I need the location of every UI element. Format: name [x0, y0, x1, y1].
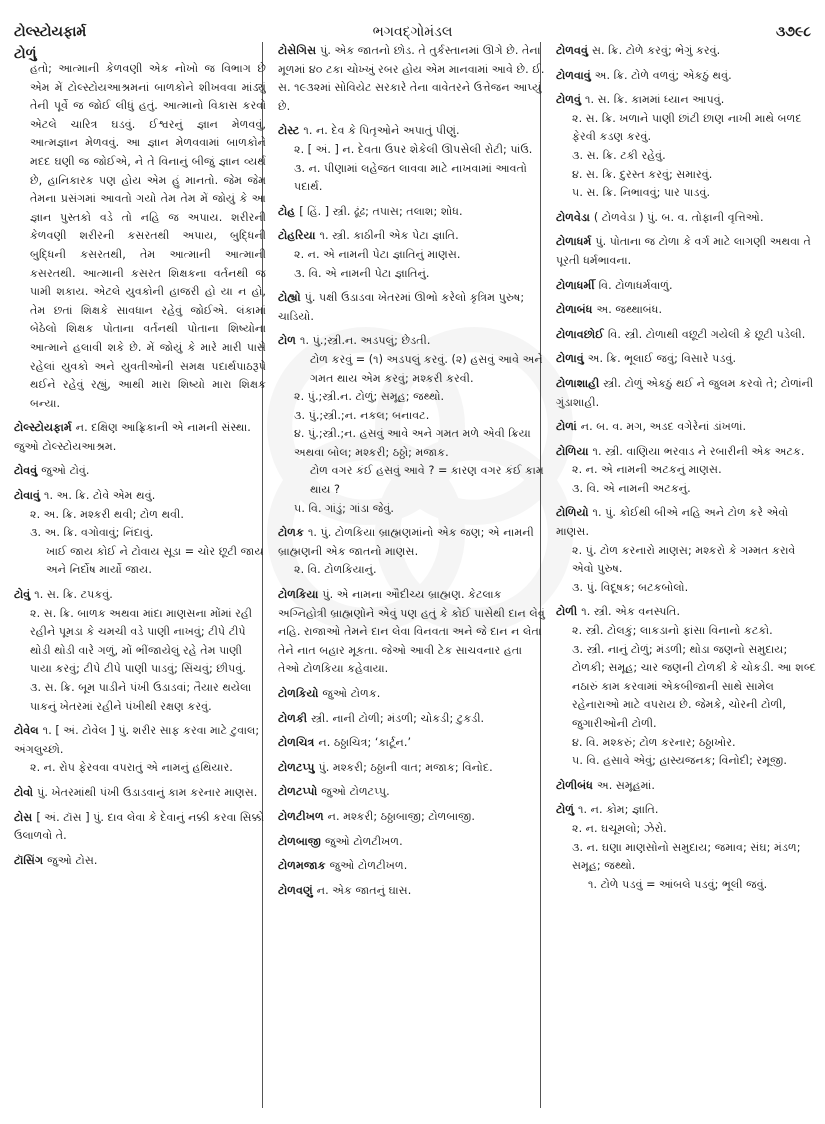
dictionary-entry	[278, 524, 546, 580]
sense-line: ૩. પું. વિદૂષક; બટકબોલો.	[572, 580, 689, 594]
entry-first-line	[556, 67, 818, 86]
sense-line: ૪. વિ. મશ્કરું; ટોળ કરનાર; ઠઠ્ઠાખોર.	[572, 735, 736, 749]
entry-first-line	[556, 801, 818, 820]
definition-text: ૧. સ્ત્રી. એક વનસ્પતિ.	[581, 605, 681, 619]
sense-line: ૨. પું. ટોળ કરનારો માણસ; મશ્કરો કે ગમ્મત કરાવે એવો પુરુષ.	[572, 543, 796, 576]
headword: ટૉસિંગ	[14, 853, 44, 867]
headword: ટોળ	[278, 334, 297, 348]
dictionary-entry	[14, 419, 266, 456]
headword: ટોહ	[278, 204, 296, 218]
definition-text: વિ. ટોળાધર્મવાળું.	[598, 278, 673, 292]
entry-first-line	[278, 332, 546, 351]
entry-first-line	[14, 462, 266, 481]
headword: ટોસ	[14, 810, 33, 824]
sense-line: ૩. વિ. એ નામની પેટા જ્ઞાતિનું.	[294, 266, 430, 280]
entry-first-line	[556, 233, 818, 270]
page-number: ૩૭૯૮	[775, 24, 811, 40]
definition-text: ૧. ન. દેવ કે પિતૃઓને અપાતું પીણું.	[303, 124, 460, 138]
column-2	[278, 42, 546, 1114]
definition-text: ૧. ન. કોમ; જ્ઞાતિ.	[578, 803, 659, 817]
dictionary-columns	[14, 44, 816, 1114]
dictionary-entry	[14, 586, 266, 716]
headword: ટોવવું	[14, 464, 38, 478]
definition-text: પું. મશ્કરી; ઠઠ્ઠાની વાત; મજાક; વિનોદ.	[318, 760, 493, 774]
headword: ટોવો	[14, 785, 34, 799]
sense-line: ૩. અ. ક્રિ. વગોવાવું; નિંદાવું.	[30, 526, 154, 540]
definition-text: જુઓ ટોળક.	[322, 687, 381, 700]
dictionary-entry	[278, 42, 546, 116]
idiom-line: ૧. ટોળે પડવું = આંબલે પડવું; ભૂલી જવું.	[588, 877, 768, 891]
entry-first-line	[278, 685, 546, 704]
dictionary-entry	[278, 808, 546, 827]
definition-text: ન. એક જાતનું ઘાસ.	[316, 883, 412, 897]
dictionary-entry	[556, 67, 818, 86]
definition-text: પું. પોતાના જ ટોળા કે વર્ગ માટે લાગણી અથવા તે પૂરતી ધર્મભાવના.	[556, 235, 811, 267]
definition-text: ૧. સ. ક્રિ. ટપકવું.	[34, 588, 113, 602]
entry-first-line	[14, 586, 266, 605]
definition-text: અ. ક્રિ. ભૂલાઈ જવું; વિસારે પડવું.	[587, 352, 736, 366]
entry-first-line	[14, 722, 266, 759]
entry-first-line	[556, 209, 818, 228]
entry-first-line	[556, 301, 818, 320]
headword: ટોળચિત્ર	[278, 736, 315, 750]
headword: ટોળવેડા	[556, 210, 590, 224]
entry-first-line	[278, 734, 546, 753]
headword: ટોસેગિસ	[278, 44, 317, 57]
sense-line: ૨. સ. ક્રિ. બાળક અથવા માંદા માણસના મોંમાં રહી રહીને પૂમડા કે ચમચી વડે પાણી નાખવું; ટીપે ટીપે થોડી થોડી વારે ગળું, મોં ભીંજાયેલું રહે તેમ પાણી પાયા કરવું; ટીપે ટીપે પાણી પાડવું; સિંચવું; છીપવું.	[30, 606, 253, 676]
dictionary-entry	[14, 462, 266, 481]
headword: ટોળકિયા	[278, 588, 319, 602]
entry-first-line	[278, 227, 546, 246]
dictionary-entry	[278, 227, 546, 283]
headword: ટોળટપ્પો	[278, 785, 318, 799]
dictionary-entry	[556, 777, 818, 796]
headword: ટોળી	[556, 605, 578, 619]
definition-text: ૧. [ અં. ટોવેલ ] પું. શરીર સાફ કરવા માટે ટુવાલ; અંગલુચ્છો.	[14, 724, 260, 756]
headword: ટોળાશાહી	[556, 376, 600, 390]
definition-text: સ્ત્રી. ટોળું એકઠું થઈ ને જુલમ કરવો તે; ટોળાંની ગુંડાશાહી.	[556, 376, 814, 409]
sense-line: ૪. સ. ક્રિ. દુરસ્ત કરવું; સમારવું.	[572, 167, 713, 181]
headword: ટોળીબંધ	[556, 778, 593, 792]
dictionary-entry	[278, 759, 546, 778]
definition-text: ૧. સ્ત્રી. વાણિયા ભરવાડ ને રબારીની એક અટક.	[592, 444, 805, 458]
dictionary-entry	[556, 801, 818, 894]
sense-line: ૨. ન. ઘચૂમલો; ઝેરો.	[572, 821, 667, 835]
entry-first-line	[278, 808, 546, 827]
dictionary-entry	[556, 277, 818, 296]
dictionary-entry	[278, 734, 546, 753]
entry-first-line	[278, 710, 546, 729]
definition-text: જુઓ ટોળટપ્પુ.	[321, 785, 390, 799]
entry-first-line	[14, 852, 266, 871]
headword: ટોહરિયા	[278, 229, 316, 243]
definition-text: અ. ક્રિ. ટોળે વળવું; એકઠું થવું.	[594, 68, 732, 82]
entry-first-line: હતો; આત્માની કેળવણી એક નોખો જ વિભાગ છે એમ મેં ટોલ્સ્ટોયઆશ્રમનાં બાળકોને શીખવવા માંડ્યું તેની પૂર્વે જ જોઈ લીધું હતું. આત્માનો વિકાસ કરવો એટલે ચારિત્ર ઘડવું. ઈશ્વરનું જ્ઞાન મેળવવું, આત્મજ્ઞાન મેળવવું. આ જ્ઞાન મેળવવામાં બાળકોને મદદ ઘણી જ જોઈએ, ને તે વિનાનું બીજું જ્ઞાન વ્યર્થ છે, હાનિકારક પણ હોય એમ હું માનતો. જેમ જેમ તેમના પ્રસંગમાં આવતો ગયો તેમ તેમ મેં જોયું કે આ જ્ઞાન પુસ્તકો વડે તો નહિ જ અપાય. શરીરની કેળવણી શરીરની કસરતથી અપાય, બુદ્ધિની બુદ્ધિની કસરતથી, તેમ આત્માની આત્માની કસરતથી. આત્માની કસરત શિક્ષકના વર્તનથી જ પામી શકાય. એટલે યુવકોની હાજરી હો યા ન હો, તેમ છતાં શિક્ષકે સાવધાન રહેવું જોઈએ. લંકામાં બેઠેલો શિક્ષક પોતાના વર્તનથી પોતાના શિષ્યોના આત્માને હલાવી શકે છે. મેં જોયું કે મારે મારી પાસે રહેલાં યુવકો અને યુવતીઓની સમક્ષ પદાર્થપાઠરૂપે થઈને રહેવું રહ્યું, આથી મારા શિષ્યો મારા શિક્ષક બન્યા.	[30, 62, 266, 410]
definition-text: ન. બ. વ. મગ, અડદ વગેરેનાં ડાંખળાં.	[580, 420, 746, 434]
dictionary-entry	[556, 603, 818, 770]
headword: ટોળાબંધ	[556, 303, 593, 317]
sense-line: ૩. સ. ક્રિ. ટકી રહેવું.	[572, 148, 666, 162]
headword: ટોળિયા	[556, 444, 589, 458]
headword: ટોળાવું	[556, 352, 584, 366]
headword: ટોળટીખળ	[278, 809, 324, 823]
dictionary-entry	[556, 350, 818, 369]
entry-first-line	[556, 777, 818, 796]
sense-line: ૩. ન. પીણામાં લહેજત લાવવા માટે નાખવામાં આવતો પદાર્થ.	[294, 161, 527, 194]
headword: ટોળવું	[556, 93, 582, 107]
dictionary-entry	[278, 783, 546, 802]
sense-line: ૨. સ. ક્રિ. ખળાને પાણી છાંટી છાણ નાખી માથે બળદ ફેરવી કડણ કરવું.	[572, 111, 802, 144]
dictionary-entry	[278, 857, 546, 876]
entry-first-line	[556, 443, 818, 462]
entry-first-line	[556, 91, 818, 110]
headword: ટોળાધર્મ	[556, 235, 592, 249]
column-3	[556, 42, 818, 1114]
definition-text: વિ. સ્ત્રી. ટોળાથી વછૂટી ગયેલી કે છૂટી પડેલી.	[607, 327, 806, 341]
entry-first-line	[14, 784, 266, 803]
headword: ટોળિયો	[556, 506, 589, 520]
dictionary-entry	[556, 209, 818, 228]
idiom-line: ટોળ કરવું = (૧) અડપલું કરવું. (૨) હસવું આવે અને ગમત થાય એમ કરવું; મશ્કરી કરવી.	[310, 352, 543, 385]
headword: ટોસ્ટ	[278, 124, 300, 138]
sense-line: ૨. અ. ક્રિ. મશ્કરી થવી; ટોળ થવી.	[30, 507, 184, 521]
headword: ટોહ્યો	[278, 291, 301, 305]
sense-line: ૨. ન. એ નામની અટકનું માણસ.	[572, 463, 722, 477]
sense-line: ૨. સ્ત્રી. ટોલકું; લાકડાનો ફાંસા વિનાનો કટકો.	[572, 624, 773, 638]
dictionary-entry	[278, 289, 546, 326]
dictionary-entry	[556, 375, 818, 412]
definition-text: ૧. પું. કોઈથી બીએ નહિ અને ટોળ કરે એવો માણસ.	[556, 506, 789, 539]
entry-first-line	[278, 857, 546, 876]
column-1	[14, 60, 266, 1114]
dictionary-entry	[278, 685, 546, 704]
entry-first-line	[278, 524, 546, 561]
definition-text: ૧. પું.;સ્ત્રી.ન. અડપલું; છેડતી.	[300, 334, 431, 348]
definition-text: જુઓ ટોવું.	[41, 464, 90, 478]
entry-first-line	[278, 289, 546, 326]
sense-line: ૩. પું.;સ્ત્રી.;ન. નકલ; બનાવટ.	[294, 408, 430, 422]
headword: ટોવાવું	[14, 489, 40, 503]
definition-text: ૧. પું. ટોળકિયા બ્રાહ્મણમાંનો એક જણ; એ નામની બ્રાહ્મણની એક જાતનો માણસ.	[278, 526, 534, 558]
dictionary-entry	[556, 443, 818, 499]
entry-first-line	[278, 833, 546, 852]
definition-text: ૧. અ. ક્રિ. ટોવે એમ થવું.	[44, 489, 156, 503]
definition-text: ન. મશ્કરી; ઠઠ્ઠાબાજી; ટોળબાજી.	[327, 809, 475, 823]
sense-line: ૨. વિ. ટોળકિયાનું.	[294, 563, 377, 577]
sense-line: ૨. ન. રોપ ફેરવવા વપરાતું એ નામનું હથિયાર.	[30, 761, 233, 775]
entry-first-line	[556, 504, 818, 541]
entry-first-line	[14, 487, 266, 506]
sense-line: ૨. [ અં. ] ન. દેવતા ઉપર શેકેલી ઊપસેલી રોટી; પાંઉ.	[294, 142, 533, 156]
dictionary-entry	[14, 60, 266, 413]
definition-text: પું. એ નામના ઔદીચ્ય બ્રાહ્મણ. કેટલાક અગ્નિહોત્રી બ્રાહ્મણોને એવું પણ હતું કે કોઈ પાસેથી દાન લેવું નહિ. રાજાઓ તેમને દાન લેવા વિનવતા અને જે દાન ન લેતા તેને નાત બહાર મૂકતા. જેઓ આવી ટેક સાચવનાર હતા તેઓ ટોળકિયા કહેવાયા.	[278, 588, 545, 676]
definition-text: ૧. સ્ત્રી. કાઠીની એક પેટા જ્ઞાતિ.	[319, 229, 459, 243]
sense-line: ૩. ન. ઘણા માણસોનો સમુદાય; જમાવ; સંઘ; મંડળ; સમૂહ; જથ્થો.	[572, 840, 801, 873]
dictionary-entry	[14, 852, 266, 871]
entry-first-line	[556, 375, 818, 412]
sense-line: ૫. સ. ક્રિ. નિભાવવું; પાર પાડવું.	[572, 186, 711, 200]
definition-text: અ. જથ્થાબંધ.	[596, 303, 663, 317]
sense-line: ૫. વિ. ગાંડું; ગાંડા જેવું.	[294, 501, 394, 515]
idiom-line: ખાઈ જાય કોઈ ને ટોવાય સૂડા = ચોર છૂટી જાય અને નિર્દોષ માર્યો જાય.	[46, 544, 264, 577]
dictionary-entry	[278, 833, 546, 852]
sense-line: ૨. પું.;સ્ત્રી.ન. ટોળું; સમૂહ; જથ્થો.	[294, 390, 445, 404]
sense-line: ૨. ન. એ નામની પેટા જ્ઞાતિનું માણસ.	[294, 247, 461, 261]
dictionary-entry	[556, 301, 818, 320]
dictionary-entry	[14, 809, 266, 846]
entry-first-line	[556, 326, 818, 345]
headword: ટોળબાજી	[278, 834, 322, 848]
entry-first-line	[556, 418, 818, 437]
headword: ટોળકિયો	[278, 687, 319, 700]
entry-first-line	[278, 882, 546, 901]
headword: ટોળું	[556, 803, 575, 817]
definition-text: [ હિં. ] સ્ત્રી. ઢૂંઢ; તપાસ; તલાશ; શોધ.	[299, 204, 463, 218]
dictionary-entry	[556, 504, 818, 597]
headword: ટોળાધર્મી	[556, 278, 595, 292]
definition-text: ( ટોળવેડા ) પું. બ. વ. તોફાની વૃત્તિઓ.	[593, 210, 764, 224]
definition-text: જુઓ ટોસ.	[47, 853, 98, 867]
headword: ટોળાં	[556, 420, 577, 434]
sense-line: ૩. સ. ક્રિ. બૂમ પાડીને પંખી ઉડાડવાં; તૈયાર થયેલા પાકનું ખેતરમાં રહીને પંખીથી રક્ષણ કરવું.	[30, 681, 252, 713]
dictionary-entry	[556, 418, 818, 437]
definition-text: પું. એક જાતનો છોડ. તે તુર્કસ્તાનમાં ઊગે છે. તેના મૂળમાં ૪૦ ટકા ચોખ્ખું રબર હોય એમ માનવામાં આવે છે. ઈ. સ. ૧૯૩૨માં સોવિયેટ સરકારે તેના વાવેતરને ઉત્તેજન આપ્યું છે.	[278, 44, 545, 113]
definition-text: પું. પક્ષી ઉડાડવા ખેતરમાં ઊભો કરેલો કૃત્રિમ પુરુષ; ચાડિયો.	[278, 291, 525, 323]
definition-text: જુઓ ટોળટીખળ.	[325, 834, 403, 848]
definition-text: ન. ઠઠ્ઠાચિત્ર; ‘કાર્ટૂન.’	[318, 736, 412, 750]
headword: ટોવેલ	[14, 724, 39, 738]
headword: ટોળક	[278, 526, 304, 540]
idiom-line: ટોળ વગર કંઈ હસવું આવે ? = કારણ વગર કંઈ કામ થાય ?	[310, 464, 544, 497]
sense-line: ૪. પું.;સ્ત્રી.;ન. હસવું આવે અને ગમત મળે એવી ક્રિયા અથવા બોલ; મશ્કરી; ઠઠ્ઠો; મજાક.	[294, 427, 531, 459]
headword: ટોળકી	[278, 711, 308, 725]
dictionary-entry	[14, 722, 266, 778]
definition-text: જુઓ ટોળટીખળ.	[329, 859, 408, 873]
definition-text: પું. ખેતરમાંથી પંખી ઉડાડવાનું કામ કરનાર માણસ.	[37, 785, 258, 799]
sense-line: ૩. વિ. એ નામની અટકનું.	[572, 481, 691, 495]
definition-text: સ. ક્રિ. ટોળે કરવું; ભેગું કરવું.	[591, 44, 721, 57]
definition-text: ૧. સ. ક્રિ. કામમાં ધ્યાન આપવું.	[585, 93, 725, 107]
entry-first-line	[278, 42, 546, 116]
definition-text: સ્ત્રી. નાની ટોળી; મંડળી; ચોકડી; ટુકડી.	[311, 711, 485, 725]
entry-first-line	[278, 759, 546, 778]
definition-text: અ. સમૂહમાં.	[596, 778, 655, 792]
entry-first-line	[278, 122, 546, 141]
sense-line: ૩. સ્ત્રી. નાનું ટોળું; મંડળી; થોડા જણનો સમુદાય; ટોળકી; સમૂહ; ચાર જણની ટોળકી કે ચોકડી. આ શબ્દ નઠારું કામ કરવામાં એકબીજાની સાથે સામેલ રહેનારાઓ માટે વપરાય છે. જેમકે, ચોરની ટોળી, જુગારીઓની ટોળી.	[572, 642, 816, 730]
dictionary-entry	[278, 203, 546, 222]
entry-first-line	[556, 350, 818, 369]
dictionary-entry	[556, 91, 818, 203]
entry-first-line	[556, 603, 818, 622]
dictionary-entry	[14, 784, 266, 803]
headword: ટોળવવું	[556, 44, 588, 57]
entry-first-line	[278, 203, 546, 222]
dictionary-entry	[556, 42, 818, 61]
definition-text: ન. દક્ષિણ આફ્રિકાની એ નામની સંસ્થા. જુઓ ટોલ્સ્ટોયઆશ્રમ.	[14, 421, 251, 453]
headword: ટોળાવછોઈ	[556, 327, 604, 341]
headword: ટોળમજાક	[278, 859, 326, 873]
entry-first-line	[14, 809, 266, 846]
entry-first-line	[556, 277, 818, 296]
entry-first-line	[556, 42, 818, 61]
dictionary-entry	[278, 882, 546, 901]
headword: ટોવું	[14, 588, 31, 602]
entry-first-line	[14, 419, 266, 456]
entry-first-line	[278, 586, 546, 679]
headword: ટોળવાવું	[556, 68, 591, 82]
dictionary-entry	[14, 487, 266, 580]
headword: ટોળવણું	[278, 883, 313, 897]
dictionary-entry	[556, 233, 818, 270]
sense-line: ૫. વિ. હસાવે એવું; હાસ્યજનક; વિનોદી; રમૂજી.	[572, 754, 787, 768]
page-title: ભગવદ્ગોમંડલ	[372, 24, 453, 40]
dictionary-entry	[278, 332, 546, 518]
entry-first-line	[278, 783, 546, 802]
headword: ટોલ્સ્ટોયફાર્મ	[14, 421, 72, 435]
dictionary-entry	[278, 122, 546, 196]
guide-word-left: ટોલ્સ્ટોયફાર્મ	[14, 24, 87, 40]
headword: ટોળટપ્પુ	[278, 760, 315, 774]
definition-text: [ અં. ટૉસ ] પું. દાવ લેવા કે દેવાનું નક્કી કરવા સિક્કો ઉલાળવો તે.	[14, 810, 265, 843]
dictionary-entry	[278, 710, 546, 729]
dictionary-entry	[278, 586, 546, 679]
dictionary-entry	[556, 326, 818, 345]
guide-word-left-2: ટોળું	[14, 46, 37, 62]
